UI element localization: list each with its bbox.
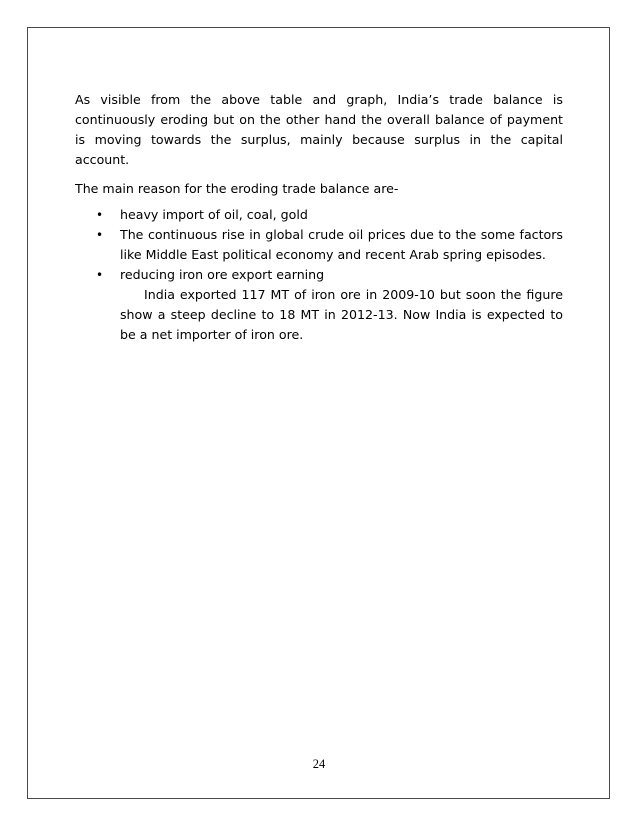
page-number: 24 <box>312 757 326 771</box>
list-item <box>94 225 563 265</box>
bullet-icon: • <box>96 208 104 222</box>
document-body <box>75 90 563 345</box>
paragraph-main-reason: The main reason for the eroding trade balance are- <box>75 181 399 196</box>
list-item <box>94 265 563 345</box>
iron-ore-detail-paragraph: India exported 117 MT of iron ore in 2009-10 but soon the figure show a steep decline to 18 MT in 2012-13. Now India is expected to be a net importer of iron ore. <box>120 287 563 342</box>
paragraph-trade-balance-line1: As visible from the above table and graph, India’s trade balance is <box>75 92 563 107</box>
reasons-list <box>75 205 563 345</box>
list-item <box>94 205 563 225</box>
bullet-icon: • <box>96 268 104 282</box>
list-item-text: heavy import of oil, coal, gold <box>120 207 308 222</box>
list-item-text: reducing iron ore export earning <box>120 267 325 282</box>
paragraph-trade-balance-rest: continuously eroding but on the other hand the overall balance of payment is moving towards the surplus, mainly because surplus in the capital account. <box>75 112 563 167</box>
list-item-text: The continuous rise in global crude oil prices due to the some factors like Middle East political economy and recent Arab spring episodes. <box>120 227 563 262</box>
bullet-icon: • <box>96 228 104 242</box>
